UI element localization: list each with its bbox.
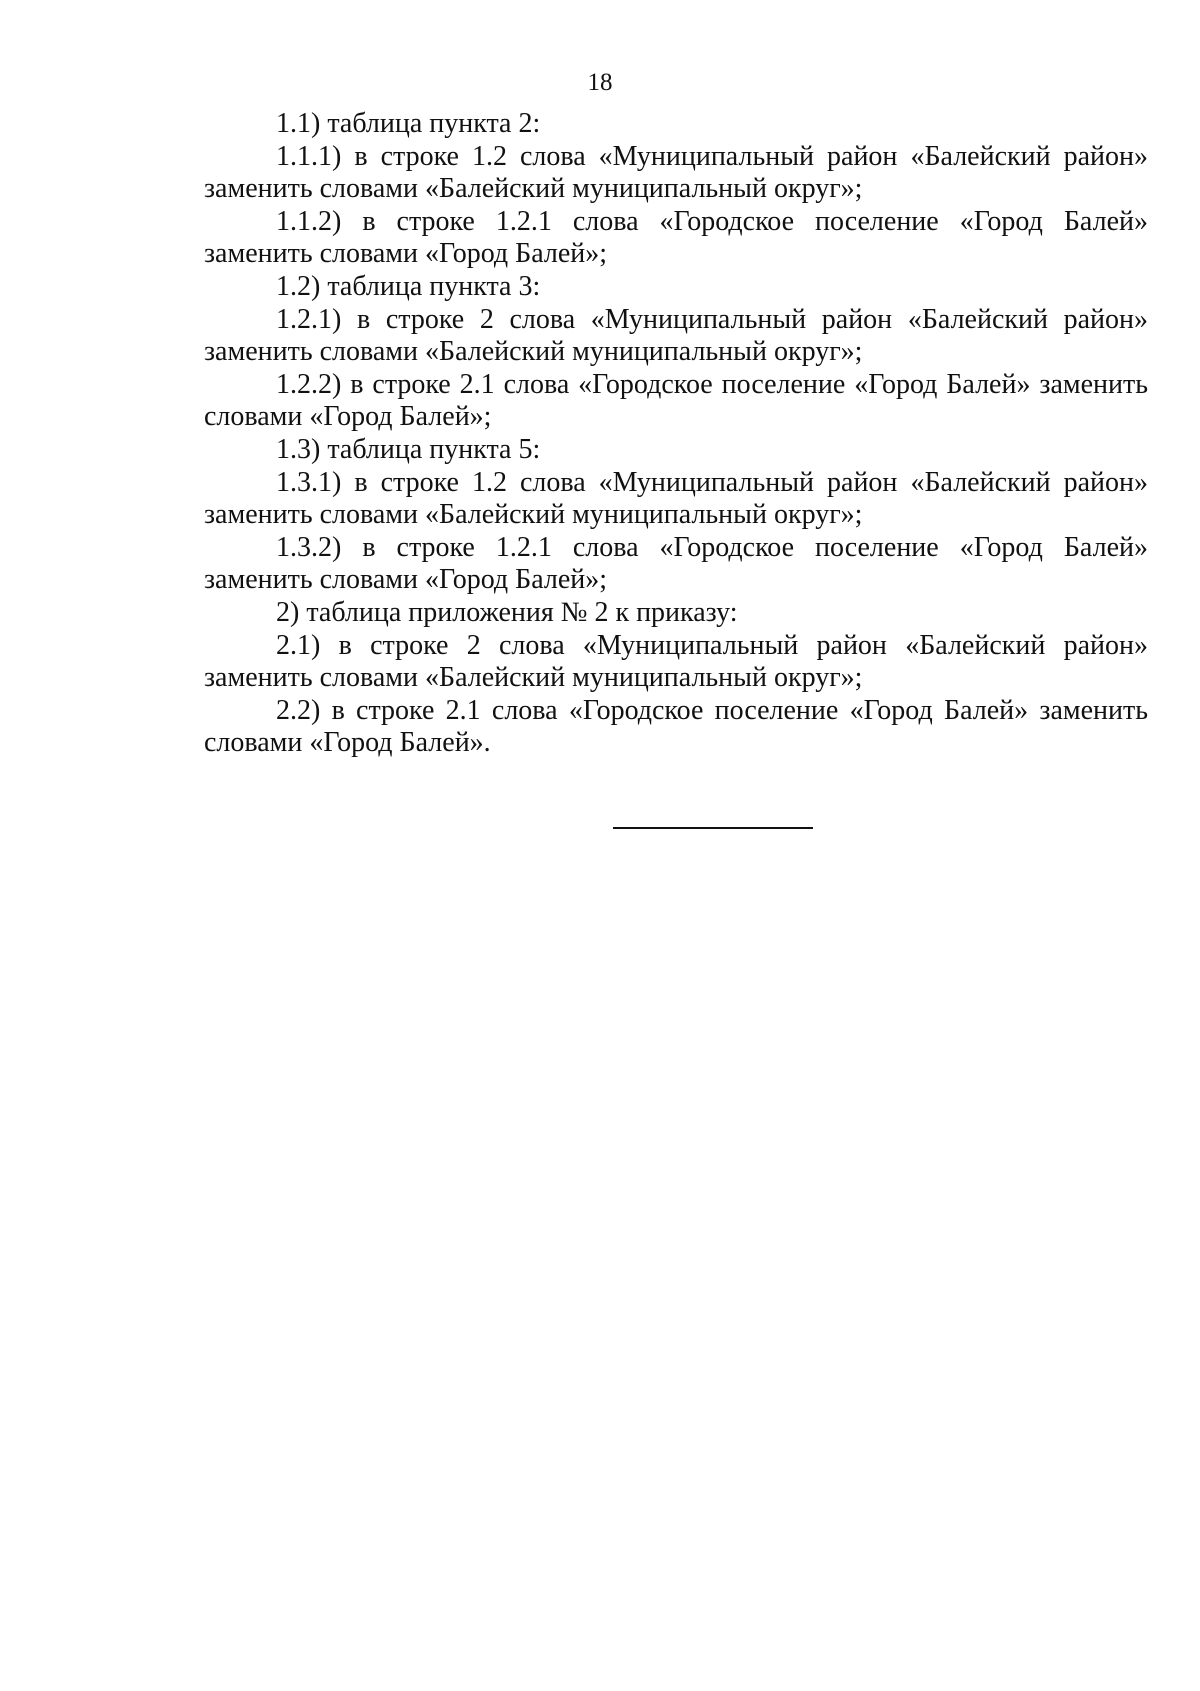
paragraph-2-1: 2.1) в строке 2 слова «Муниципальный район «Балейский район» заменить словами «Балейский муниципальный округ»; [204, 629, 1148, 694]
paragraph-2-2: 2.2) в строке 2.1 слова «Городское поселение «Город Балей» заменить словами «Город Балей». [204, 694, 1148, 759]
paragraph-1-3: 1.3) таблица пункта 5: [276, 433, 541, 465]
document-body [204, 108, 1148, 760]
paragraph-1-2-1: 1.2.1) в строке 2 слова «Муниципальный район «Балейский район» заменить словами «Балейский муниципальный округ»; [204, 303, 1148, 368]
page-number: 18 [587, 69, 613, 96]
paragraph-1-3-1: 1.3.1) в строке 1.2 слова «Муниципальный район «Балейский район» заменить словами «Балейский муниципальный округ»; [204, 466, 1148, 531]
end-of-document-rule [613, 827, 813, 829]
paragraph-1-1: 1.1) таблица пункта 2: [276, 108, 541, 139]
paragraph-1-1-2: 1.1.2) в строке 1.2.1 слова «Городское поселение «Город Балей» заменить словами «Город Балей»; [204, 205, 1148, 270]
paragraph-2: 2) таблица приложения № 2 к приказу: [276, 596, 738, 628]
paragraph-1-3-2: 1.3.2) в строке 1.2.1 слова «Городское поселение «Город Балей» заменить словами «Город Балей»; [204, 531, 1148, 596]
paragraph-1-1-1: 1.1.1) в строке 1.2 слова «Муниципальный район «Балейский район» заменить словами «Балейский муниципальный округ»; [204, 140, 1148, 205]
paragraph-1-2-2: 1.2.2) в строке 2.1 слова «Городское поселение «Город Балей» заменить словами «Город Балей»; [204, 368, 1148, 433]
paragraph-1-2: 1.2) таблица пункта 3: [276, 270, 541, 302]
